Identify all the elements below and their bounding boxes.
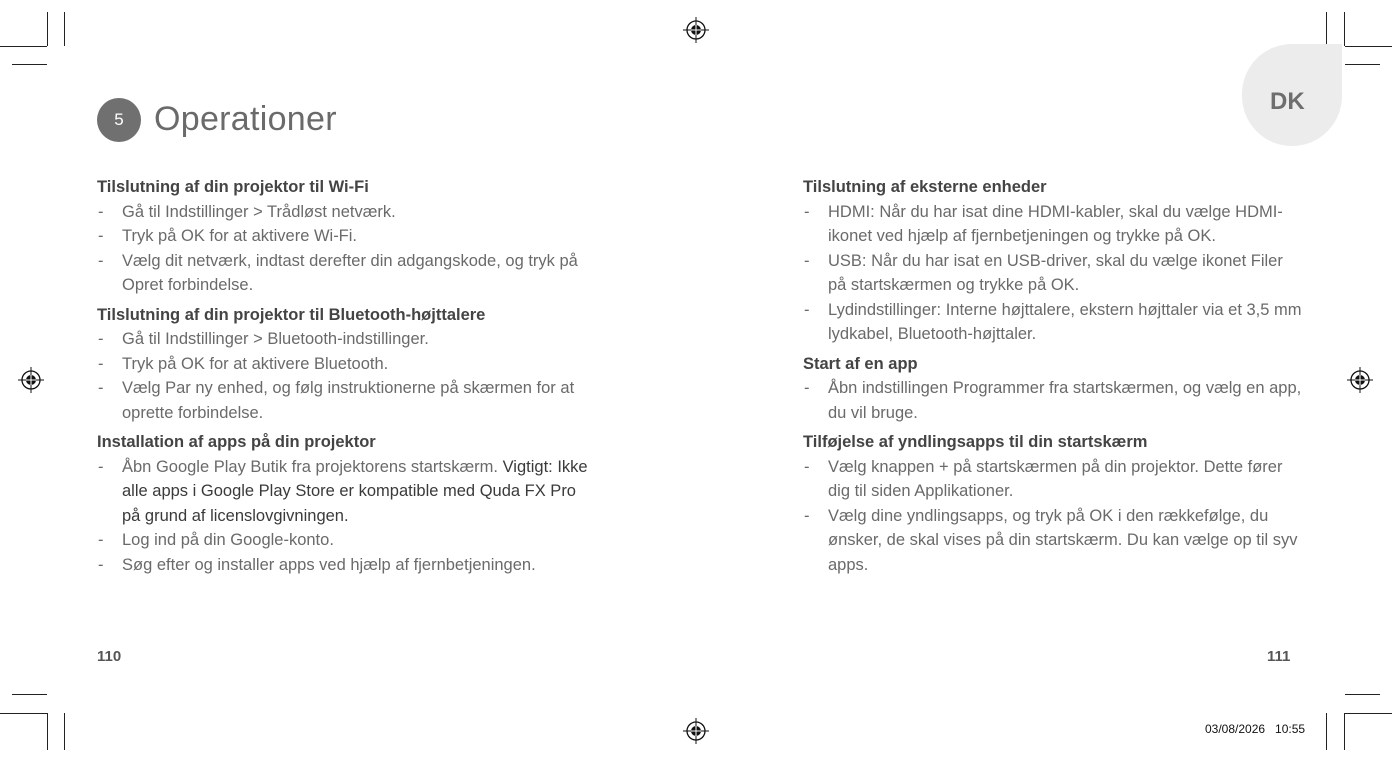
chapter-number-badge — [97, 98, 141, 142]
crop-mark — [1345, 64, 1380, 65]
crosshair-registration-icon — [18, 367, 44, 393]
wifi-steps — [97, 200, 597, 298]
external-devices-steps — [803, 200, 1303, 347]
list-item: - Log ind på din Google-konto. — [97, 528, 597, 553]
section-heading-start-app: Start af en app — [803, 354, 918, 373]
left-column — [97, 175, 597, 577]
list-item — [97, 455, 597, 529]
crop-mark — [1326, 12, 1327, 46]
chapter-number: 5 — [114, 110, 124, 129]
language-tab — [1242, 44, 1342, 146]
crop-mark — [1344, 12, 1345, 46]
chapter-title: Operationer — [154, 100, 337, 138]
section-heading-external-devices: Tilslutning af eksterne enheder — [803, 178, 1047, 196]
crop-mark — [0, 713, 47, 714]
apps-steps — [97, 455, 597, 578]
section-heading-favorite-apps: Tilføjelse af yndlingsapps til din startskærm — [803, 433, 1148, 451]
crosshair-registration-icon — [683, 718, 709, 744]
list-item: - Åbn indstillingen Programmer fra startskærmen, og vælg en app, du vil bruge. — [803, 376, 1303, 425]
crop-mark — [64, 12, 65, 46]
list-item: - Vælg Par ny enhed, og følg instruktionerne på skærmen for at oprette forbindelse. — [97, 376, 597, 425]
crop-mark — [1326, 713, 1327, 750]
crop-mark — [1344, 713, 1345, 750]
print-timestamp: 03/08/2026 10:55 — [1205, 722, 1306, 736]
list-item: - Vælg dit netværk, indtast derefter din adgangskode, og tryk på Opret forbindelse. — [97, 249, 597, 298]
bluetooth-steps — [97, 327, 597, 425]
start-app-steps — [803, 376, 1303, 425]
crop-mark — [64, 713, 65, 750]
list-item: - Vælg knappen + på startskærmen på din projektor. Dette fører dig til siden Applikationer. — [803, 455, 1303, 504]
page-number-right: 111 — [1267, 648, 1291, 665]
crosshair-registration-icon — [1347, 367, 1373, 393]
page-number-left: 110 — [97, 648, 122, 665]
list-item: - Søg efter og installer apps ved hjælp af fjernbetjeningen. — [97, 553, 597, 578]
favorite-apps-steps — [803, 455, 1303, 578]
crosshair-registration-icon — [683, 17, 709, 43]
list-item: - Gå til Indstillinger > Bluetooth-indstillinger. — [97, 327, 597, 352]
list-item: - Gå til Indstillinger > Trådløst netværk. — [97, 200, 597, 225]
right-column — [803, 175, 1303, 577]
crop-mark — [1345, 46, 1392, 47]
list-item: - Lydindstillinger: Interne højttalere, ekstern højttaler via et 3,5 mm lydkabel, Bluetooth-højttaler. — [803, 298, 1303, 347]
list-item: - Vælg dine yndlingsapps, og tryk på OK i den rækkefølge, du ønsker, de skal vises på din startskærm. Du kan vælge op til syv apps. — [803, 504, 1303, 578]
crop-mark — [47, 12, 48, 46]
crop-mark — [47, 713, 48, 750]
list-item: - Tryk på OK for at aktivere Bluetooth. — [97, 352, 597, 377]
section-heading-wifi: Tilslutning af din projektor til Wi-Fi — [97, 178, 369, 196]
list-item-text: Åbn Google Play Butik fra projektorens startskærm. — [122, 457, 498, 476]
crop-mark — [12, 64, 47, 65]
crop-mark — [1345, 713, 1392, 714]
section-heading-bluetooth: Tilslutning af din projektor til Bluetooth-højttalere — [97, 305, 486, 324]
language-tab-label: DK — [1270, 88, 1305, 115]
important-note: Vigtigt: Ikke alle apps i Google Play Store er kompatible med Quda FX Pro på grund af licenslovgivningen. — [122, 457, 588, 525]
list-item: - Tryk på OK for at aktivere Wi-Fi. — [97, 224, 597, 249]
crop-mark — [1345, 694, 1380, 695]
section-heading-apps: Installation af apps på din projektor — [97, 433, 376, 451]
crop-mark — [0, 46, 47, 47]
crop-mark — [12, 694, 47, 695]
list-item: - USB: Når du har isat en USB-driver, skal du vælge ikonet Filer på startskærmen og trykke på OK. — [803, 249, 1303, 298]
list-item: - HDMI: Når du har isat dine HDMI-kabler, skal du vælge HDMI-ikonet ved hjælp af fjernbetjeningen og trykke på OK. — [803, 200, 1303, 249]
